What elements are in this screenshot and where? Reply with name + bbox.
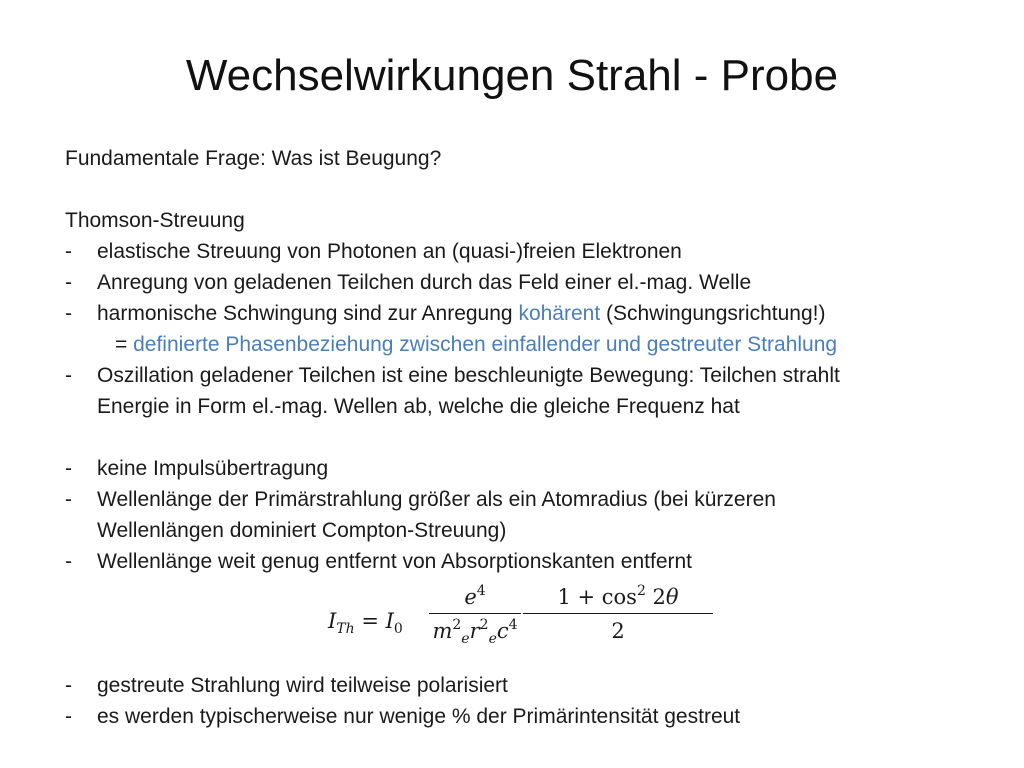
- formula-denominator-1: $m^2_er^2_ec^4$: [432, 617, 518, 647]
- bullet-dash: -: [65, 550, 72, 573]
- formula-numerator-2: $1 + \cos^2 2\theta$: [557, 583, 679, 609]
- bullet-text: (Schwingungsrichtung!): [600, 302, 826, 325]
- bullet-item: [65, 701, 965, 732]
- bullet-dash: -: [65, 364, 72, 387]
- bullet-text: gestreute Strahlung wird teilweise polarisiert: [97, 674, 508, 697]
- bullet-item: [65, 267, 965, 298]
- bullet-item: [65, 236, 965, 267]
- bullet-text: keine Impulsübertragung: [97, 457, 329, 480]
- bullet-item: [65, 298, 965, 329]
- bullet-dash: -: [65, 488, 72, 511]
- formula-fraction-2: [523, 583, 713, 646]
- bullet-dash: -: [65, 457, 72, 480]
- fraction-bar: [429, 613, 521, 614]
- definition-line: [65, 329, 965, 360]
- intro-line: Fundamentale Frage: Was ist Beugung?: [65, 147, 442, 170]
- slide-title: Wechselwirkungen Strahl - Probe: [185, 51, 839, 100]
- bullet-item: [65, 453, 965, 484]
- bullet-continuation: Wellenlängen dominiert Compton-Streuung): [97, 519, 507, 542]
- bullet-dash: -: [65, 674, 72, 697]
- bullet-item: [65, 546, 965, 577]
- bullet-item: [65, 360, 965, 391]
- bullet-dash: -: [65, 271, 72, 294]
- thomson-formula-row: [65, 577, 965, 670]
- bullet-text: Oszillation geladener Teilchen ist eine beschleunigte Bewegung: Teilchen strahlt: [97, 364, 840, 387]
- bullet-dash: -: [65, 302, 72, 325]
- bullet-text: harmonische Schwingung sind zur Anregung: [97, 302, 519, 325]
- spacer: [65, 174, 965, 205]
- bullet-text: Wellenlänge der Primärstrahlung größer als ein Atomradius (bei kürzeren: [97, 488, 776, 511]
- formula-denominator-2: 2: [611, 619, 625, 643]
- bullet-dash: -: [65, 705, 72, 728]
- equals-prefix: =: [115, 333, 134, 356]
- spacer: [65, 422, 965, 453]
- bullet-text: es werden typischerweise nur wenige % der Primärintensität gestreut: [97, 705, 741, 728]
- formula-lhs: $I_{Th} = I_0$: [328, 609, 403, 637]
- slide-body: [65, 143, 965, 732]
- formula-fraction-1: [429, 583, 521, 646]
- section-heading: Thomson-Streuung: [65, 209, 245, 232]
- bullet-item: [65, 670, 965, 701]
- fraction-bar: [523, 613, 713, 614]
- bullet-dash: -: [65, 240, 72, 263]
- bullet-text: Wellenlänge weit genug entfernt von Absorptionskanten entfernt: [97, 550, 693, 573]
- bullet-text: elastische Streuung von Photonen an (quasi-)freien Elektronen: [97, 240, 682, 263]
- bullet-continuation: Energie in Form el.-mag. Wellen ab, welche die gleiche Frequenz hat: [97, 395, 740, 418]
- highlight-term: kohärent: [518, 302, 601, 325]
- bullet-text: Anregung von geladenen Teilchen durch das Feld einer el.-mag. Welle: [97, 271, 752, 294]
- highlight-definition: definierte Phasenbeziehung zwischen einfallender und gestreuter Strahlung: [133, 333, 838, 356]
- bullet-item: [65, 484, 965, 515]
- formula-numerator-1: $e^4$: [464, 583, 486, 609]
